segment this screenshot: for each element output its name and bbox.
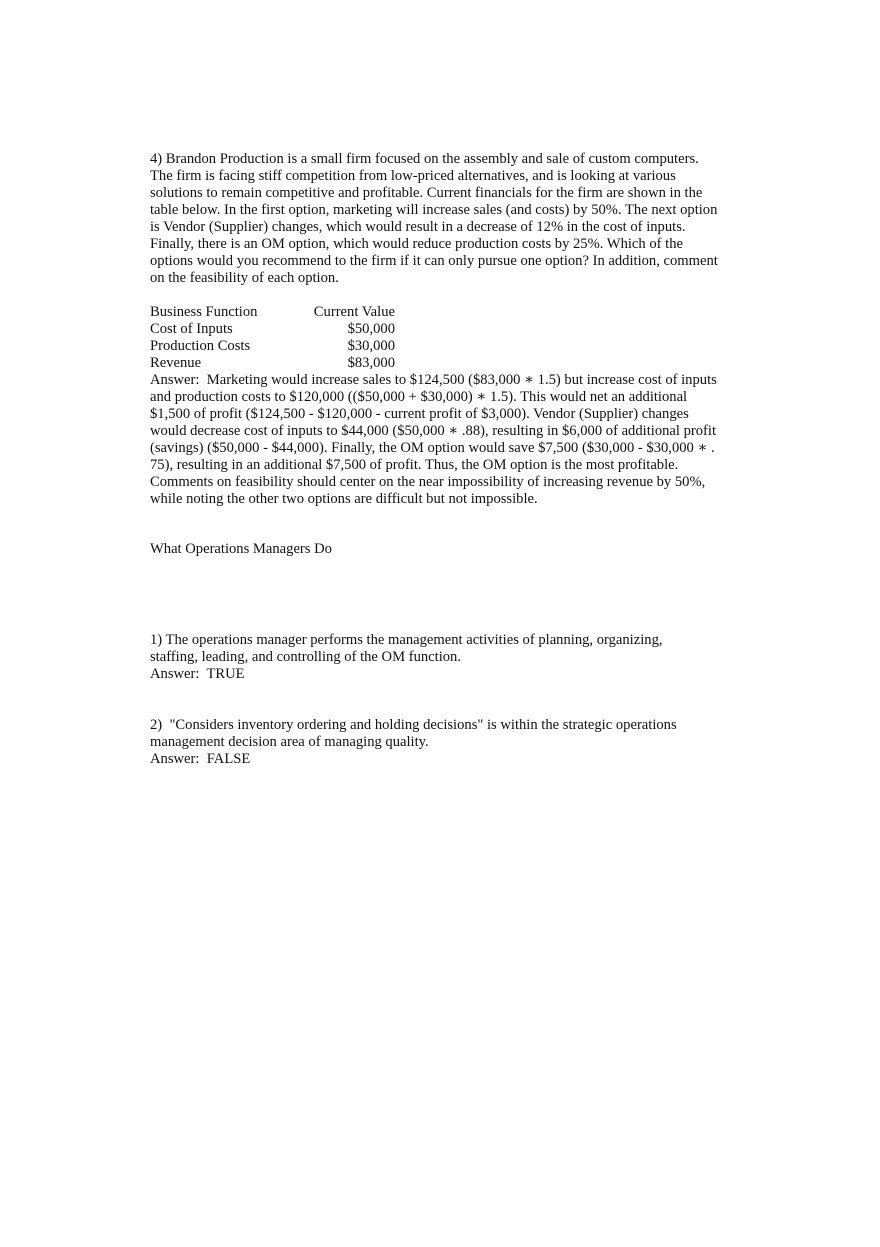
row-value: $50,000 — [347, 321, 395, 337]
document-page — [150, 151, 740, 768]
question-2-answer: Answer: FALSE — [150, 751, 251, 767]
text-line: on the feasibility of each option. — [150, 270, 339, 286]
header-business-function: Business Function — [150, 304, 258, 320]
text-line: $1,500 of profit ($124,500 - $120,000 - current profit of $3,000). Vendor (Supplier) changes — [150, 406, 689, 422]
text-line: solutions to remain competitive and profitable. Current financials for the firm are shown in the — [150, 185, 703, 201]
text-line: would decrease cost of inputs to $44,000 ($50,000 ∗ .88), resulting in $6,000 of additional profit — [150, 423, 717, 439]
question-2 — [150, 717, 740, 768]
text-line: and production costs to $120,000 (($50,000 + $30,000) ∗ 1.5). This would net an additional — [150, 389, 688, 405]
text-line: 1) The operations manager performs the management activities of planning, organizing, — [150, 632, 663, 648]
table-header-row — [150, 304, 395, 321]
row-value: $83,000 — [347, 355, 395, 371]
text-line: staffing, leading, and controlling of the OM function. — [150, 649, 462, 665]
row-function: Production Costs — [150, 338, 251, 354]
financials-table — [150, 304, 395, 372]
text-line: 75), resulting in an additional $7,500 of profit. Thus, the OM option is the most profitable. — [150, 457, 679, 473]
question-4-text — [150, 151, 740, 287]
text-line: management decision area of managing quality. — [150, 734, 429, 750]
text-line: options would you recommend to the firm if it can only pursue one option? In addition, comment — [150, 253, 718, 269]
text-line: Answer: Marketing would increase sales to $124,500 ($83,000 ∗ 1.5) but increase cost of inputs — [150, 372, 717, 388]
question-1-answer: Answer: TRUE — [150, 666, 245, 682]
question-1 — [150, 632, 740, 683]
table-row — [150, 355, 395, 372]
text-line: The firm is facing stiff competition from low-priced alternatives, and is looking at various — [150, 168, 676, 184]
question-4-answer — [150, 372, 740, 508]
table-row — [150, 338, 395, 355]
text-line: is Vendor (Supplier) changes, which would result in a decrease of 12% in the cost of inputs. — [150, 219, 686, 235]
section-heading: What Operations Managers Do — [150, 541, 332, 557]
row-value: $30,000 — [347, 338, 395, 354]
text-line: 2) "Considers inventory ordering and holding decisions" is within the strategic operations — [150, 717, 677, 733]
text-line: Finally, there is an OM option, which would reduce production costs by 25%. Which of the — [150, 236, 683, 252]
text-line: 4) Brandon Production is a small firm focused on the assembly and sale of custom computers. — [150, 151, 699, 167]
row-function: Cost of Inputs — [150, 321, 233, 337]
text-line: table below. In the first option, marketing will increase sales (and costs) by 50%. The next option — [150, 202, 718, 218]
table-row — [150, 321, 395, 338]
row-function: Revenue — [150, 355, 202, 371]
text-line: (savings) ($50,000 - $44,000). Finally, the OM option would save $7,500 ($30,000 - $30,000 ∗ . — [150, 440, 715, 456]
text-line: Comments on feasibility should center on the near impossibility of increasing revenue by 50%, — [150, 474, 706, 490]
header-current-value: Current Value — [313, 304, 395, 320]
text-line: while noting the other two options are difficult but not impossible. — [150, 491, 538, 507]
